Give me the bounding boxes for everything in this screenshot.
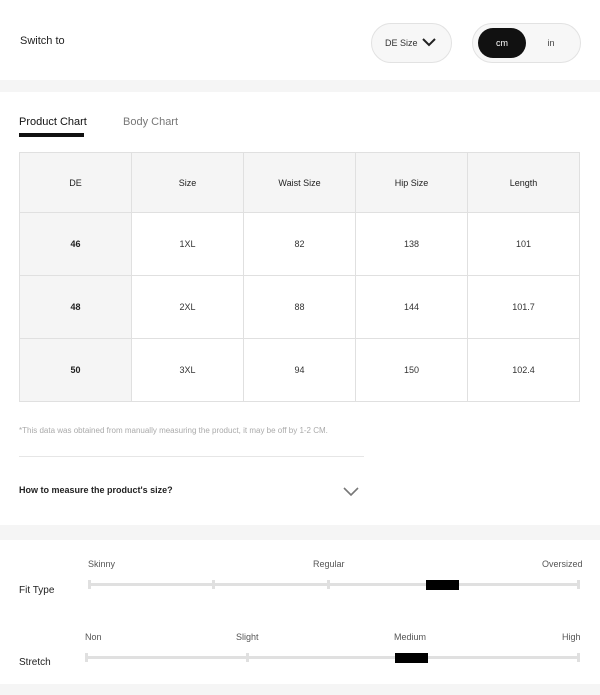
stretch-label-medium: Medium bbox=[394, 632, 427, 642]
chevron-down-icon[interactable] bbox=[343, 487, 359, 497]
size-system-dropdown[interactable] bbox=[371, 23, 452, 63]
fit-tick bbox=[88, 580, 91, 589]
divider bbox=[19, 456, 364, 457]
tab-product-chart[interactable]: Product Chart bbox=[19, 116, 87, 128]
table-cell: 82 bbox=[244, 213, 356, 276]
how-to-measure-link[interactable]: How to measure the product's size? bbox=[19, 485, 173, 495]
table-row bbox=[20, 339, 580, 402]
size-table bbox=[19, 152, 580, 402]
table-cell: 94 bbox=[244, 339, 356, 402]
fit-label-oversized: Oversized bbox=[542, 559, 583, 569]
measurement-note: *This data was obtained from manually measuring the product, it may be off by 1-2 CM. bbox=[19, 426, 328, 435]
stretch-marker bbox=[395, 653, 428, 663]
size-system-value: DE Size bbox=[385, 38, 418, 48]
stretch-label-non: Non bbox=[85, 632, 102, 642]
table-cell: 102.4 bbox=[468, 339, 580, 402]
active-tab-indicator bbox=[19, 133, 84, 137]
table-cell: 88 bbox=[244, 276, 356, 339]
fit-tick bbox=[327, 580, 330, 589]
table-cell: 101 bbox=[468, 213, 580, 276]
size-chart-panel bbox=[0, 92, 600, 525]
fit-type-track bbox=[88, 583, 580, 586]
size-switcher-panel bbox=[0, 0, 600, 80]
fit-label-skinny: Skinny bbox=[88, 559, 116, 569]
table-row bbox=[20, 276, 580, 339]
header-waist-size: Waist Size bbox=[244, 153, 356, 213]
stretch-tick bbox=[577, 653, 580, 662]
fit-tick bbox=[577, 580, 580, 589]
stretch-tick bbox=[246, 653, 249, 662]
table-cell: 101.7 bbox=[468, 276, 580, 339]
table-cell: 2XL bbox=[132, 276, 244, 339]
stretch-label-slight: Slight bbox=[236, 632, 259, 642]
unit-toggle bbox=[472, 23, 581, 63]
stretch-title: Stretch bbox=[19, 657, 51, 668]
table-cell: 138 bbox=[356, 213, 468, 276]
header-length: Length bbox=[468, 153, 580, 213]
table-cell: 3XL bbox=[132, 339, 244, 402]
fit-type-title: Fit Type bbox=[19, 585, 55, 596]
header-de: DE bbox=[20, 153, 132, 213]
fit-type-marker bbox=[426, 580, 459, 590]
fit-label-regular: Regular bbox=[313, 559, 345, 569]
table-cell: 48 bbox=[20, 276, 132, 339]
fit-panel bbox=[0, 540, 600, 684]
table-header-row bbox=[20, 153, 580, 213]
table-cell: 150 bbox=[356, 339, 468, 402]
header-size: Size bbox=[132, 153, 244, 213]
table-cell: 144 bbox=[356, 276, 468, 339]
table-row bbox=[20, 213, 580, 276]
table-cell: 1XL bbox=[132, 213, 244, 276]
switch-to-label: Switch to bbox=[20, 35, 65, 47]
tab-body-chart[interactable]: Body Chart bbox=[123, 116, 179, 128]
stretch-track bbox=[85, 656, 580, 659]
unit-cm-button[interactable]: cm bbox=[478, 28, 526, 58]
table-cell: 50 bbox=[20, 339, 132, 402]
stretch-tick bbox=[85, 653, 88, 662]
unit-in-button[interactable]: in bbox=[547, 38, 555, 48]
header-hip-size: Hip Size bbox=[356, 153, 468, 213]
stretch-label-high: High bbox=[562, 632, 581, 642]
table-cell: 46 bbox=[20, 213, 132, 276]
fit-tick bbox=[212, 580, 215, 589]
chevron-down-icon bbox=[422, 37, 436, 47]
